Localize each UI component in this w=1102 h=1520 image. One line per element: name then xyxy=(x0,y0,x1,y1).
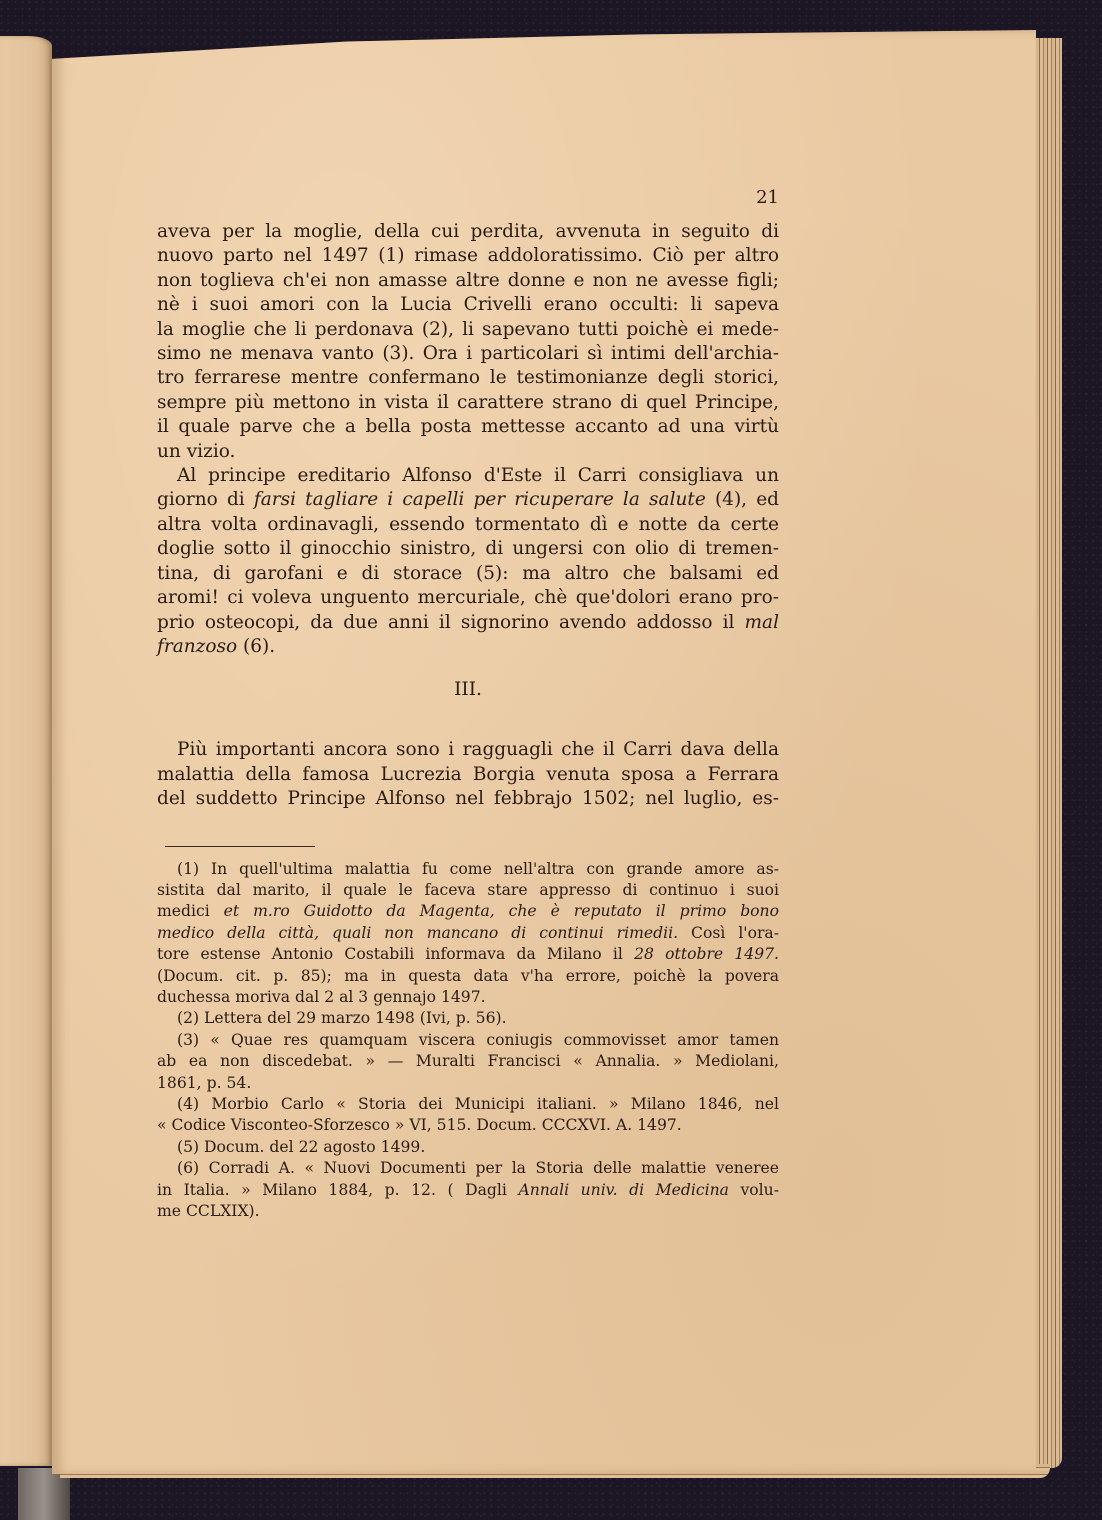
footnote-line: medico della città, quali non mancano di continui rimedii. Così l'ora- xyxy=(157,923,779,942)
italic-text: et m.ro Guidotto da Magenta, che è reputato il primo bono xyxy=(223,902,779,921)
footnote-line: medici et m.ro Guidotto da Magenta, che è reputato il primo bono xyxy=(157,902,779,921)
text-line: prio osteocopi, da due anni il signorino avendo addosso il mal xyxy=(157,611,779,633)
paragraph-2 xyxy=(157,464,779,659)
text-line: tro ferrarese mentre confermano le testimonianze degli storici, xyxy=(157,367,779,389)
text-line: simo ne menava vanto (3). Ora i particolari sì intimi dell'archia- xyxy=(157,343,779,365)
text-line: altra volta ordinavagli, essendo tormentato dì e notte da certe xyxy=(157,513,779,535)
footnote-line: (4) Morbio Carlo « Storia dei Municipi italiani. » Milano 1846, nel xyxy=(177,1095,779,1113)
footnote-line: duchessa moriva dal 2 al 3 gennajo 1497. xyxy=(157,987,486,1006)
footnote-line: ab ea non discedebat. » — Muralti Francisci « Annalia. » Mediolani, xyxy=(157,1052,779,1071)
left-page-edge xyxy=(0,36,52,1466)
page-number: 21 xyxy=(756,187,779,208)
italic-text: farsi tagliare i capelli per ricuperare la salute xyxy=(253,489,706,511)
text-line: il quale parve che a bella posta mettesse accanto ad una virtù xyxy=(157,416,779,438)
text-line: nuovo parto nel 1497 (1) rimase addoloratissimo. Ciò per altro xyxy=(157,245,779,267)
text-line: malattia della famosa Lucrezia Borgia venuta sposa a Ferrara xyxy=(157,763,779,785)
text-line: nè i suoi amori con la Lucia Crivelli erano occulti: li sapeva xyxy=(157,294,779,316)
italic-text: 28 ottobre 1497. xyxy=(634,945,779,964)
footnote-3 xyxy=(157,1030,779,1094)
text-line: un vizio. xyxy=(157,440,236,462)
text-line: del suddetto Principe Alfonso nel febbrajo 1502; nel luglio, es- xyxy=(157,788,779,810)
footnote-line: 1861, p. 54. xyxy=(157,1073,252,1092)
text-line: Al principe ereditario Alfonso d'Este il Carri consigliava un xyxy=(177,465,779,487)
footnote-line: sistita dal marito, il quale le faceva stare appresso di continuo i suoi xyxy=(157,880,779,899)
footnote-line: (6) Corradi A. « Nuovi Documenti per la Storia delle malattie veneree xyxy=(177,1159,779,1178)
paragraph-3 xyxy=(157,738,779,811)
footnotes xyxy=(157,859,779,1223)
footnote-line: in Italia. » Milano 1884, p. 12. ( Dagli Annali univ. di Medicina volu- xyxy=(157,1180,779,1199)
text-line: non toglieva ch'ei non amasse altre donne e non ne avesse figli; xyxy=(157,269,779,291)
footnote-line: me CCLXIX). xyxy=(157,1202,260,1221)
text-line: doglie sotto il ginocchio sinistro, di ungersi con olio di tremen- xyxy=(157,538,779,560)
text-line: la moglie che li perdonava (2), li sapevano tutti poichè ei mede- xyxy=(157,318,779,340)
text-line: aveva per la moglie, della cui perdita, avvenuta in seguito di xyxy=(157,221,779,242)
text-line: sempre più mettono in vista il carattere strano di quel Principe, xyxy=(157,391,779,413)
footnote-divider xyxy=(165,846,315,847)
footnote-6 xyxy=(157,1158,779,1222)
footnote-5 xyxy=(157,1137,779,1158)
text-line: Più importanti ancora sono i ragguagli che il Carri dava della xyxy=(177,739,779,761)
text-line: tina, di garofani e di storace (5): ma altro che balsami ed xyxy=(157,562,779,584)
text-line: aromi! ci voleva unguento mercuriale, chè que'dolori erano pro- xyxy=(157,587,779,609)
footnote-line: « Codice Visconteo-Sforzesco » VI, 515. Docum. CCCXVI. A. 1497. xyxy=(157,1116,682,1135)
footnote-line: (2) Lettera del 29 marzo 1498 (Ivi, p. 56). xyxy=(177,1009,507,1028)
page-text xyxy=(157,186,779,1222)
footnote-line: (3) « Quae res quamquam viscera coniugis commovisset amor tamen xyxy=(177,1030,779,1049)
footnote-4 xyxy=(157,1094,779,1137)
text-line: giorno di farsi tagliare i capelli per ricuperare la salute (4), ed xyxy=(157,489,780,511)
italic-text: franzoso xyxy=(157,635,238,657)
footnote-line: (Docum. cit. p. 85); ma in questa data v'ha errore, poichè la povera xyxy=(157,966,779,985)
paragraph-1 xyxy=(157,220,779,464)
italic-text: Annali univ. di Medicina xyxy=(518,1180,729,1199)
text-line: franzoso (6). xyxy=(157,635,276,657)
footnote-1 xyxy=(157,859,779,1009)
footnote-line: (1) In quell'ultima malattia fu come nell'altra con grande amore as- xyxy=(177,859,779,878)
section-heading: III. xyxy=(454,679,482,701)
footnote-2 xyxy=(157,1008,779,1029)
footnote-line: tore estense Antonio Costabili informava da Milano il 28 ottobre 1497. xyxy=(157,945,779,964)
footnote-line: (5) Docum. del 22 agosto 1499. xyxy=(177,1137,426,1156)
italic-text: mal xyxy=(744,611,779,633)
italic-text: medico della città, quali non mancano di continui rimedii. xyxy=(157,923,679,942)
